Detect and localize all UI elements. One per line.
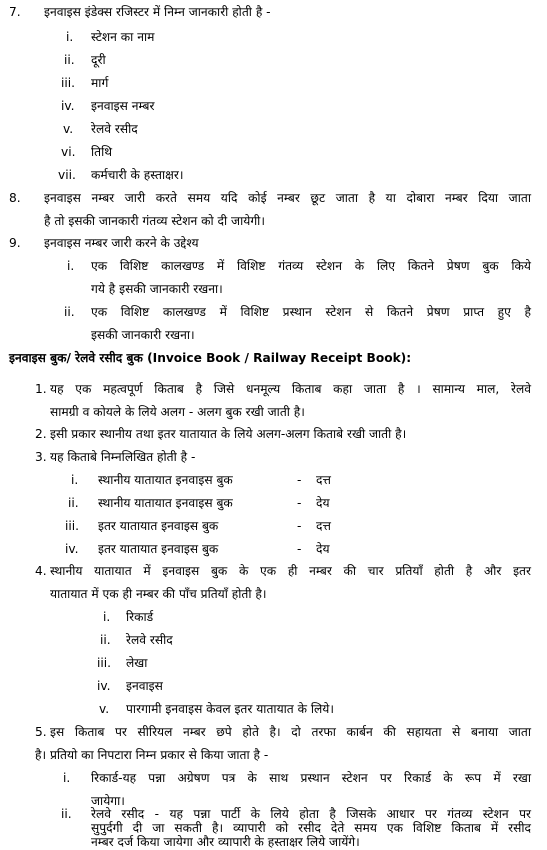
list-item: रिकार्ड-यह पन्ना अग्रेषण पत्र के साथ प्रस्थान स्टेशन पर रिकार्ड के रूप में रखा	[91, 771, 531, 785]
list-item: दूरी	[91, 53, 106, 67]
section-number: 7.	[9, 5, 21, 19]
point-text: यह एक महत्वपूर्ण किताब है जिसे धनमूल्य किताब कहा जाता है । सामान्य माल, रेलवे	[50, 382, 531, 396]
list-number: iv.	[61, 99, 75, 113]
list-number: ii.	[61, 807, 72, 821]
list-item: रिकार्ड	[126, 610, 154, 624]
list-item: लेखा	[126, 656, 148, 670]
list-number: iv.	[97, 679, 111, 693]
list-item: इतर यातायात इनवाइस बुक	[98, 519, 219, 533]
section-text: इनवाइस इंडेक्स रजिस्टर में निम्न जानकारी होती है -	[44, 5, 271, 19]
list-number: ii.	[68, 496, 79, 510]
list-item: गये है इसकी जानकारी रखना।	[91, 282, 223, 296]
point-number: 1.	[35, 382, 47, 396]
list-value: दत्त	[316, 519, 331, 533]
list-number: ii.	[64, 305, 75, 319]
list-item: स्टेशन का नाम	[91, 30, 155, 44]
list-item: कर्मचारी के हस्ताक्षर।	[91, 168, 184, 182]
section-text: इनवाइस नम्बर जारी करने के उद्देश्य	[44, 236, 199, 250]
list-value: दत्त	[316, 473, 331, 487]
list-dash: -	[297, 496, 302, 510]
list-number: i.	[66, 30, 74, 44]
list-item: रेलवे रसीद	[91, 122, 138, 136]
list-item: पारगामी इनवाइस केवल इतर यातायात के लिये।	[126, 702, 334, 716]
list-value: देय	[316, 496, 330, 510]
list-item: तिथि	[91, 145, 113, 159]
point-text: है। प्रतियो का निपटारा निम्न प्रकार से किया जाता है -	[35, 748, 269, 762]
point-text: इस किताब पर सीरियल नम्बर छपे होते है। दो तरफा कार्बन की सहायता से बनाया जाता	[50, 725, 531, 739]
list-number: iv.	[65, 542, 79, 556]
section-number: 9.	[9, 236, 21, 250]
section-heading: इनवाइस बुक/ रेलवे रसीद बुक (Invoice Book / Railway Receipt Book):	[9, 351, 412, 365]
list-item: सुपुर्दगी दी जा सकती है। व्यापारी को रसीद देते समय एक विशिष्ट किताब में रसीद	[91, 821, 531, 835]
point-number: 5.	[35, 725, 47, 739]
list-dash: -	[297, 519, 302, 533]
section-text: है तो इसकी जानकारी गंतव्य स्टेशन को दी जायेगी।	[44, 214, 265, 228]
list-item: इनवाइस	[126, 679, 163, 693]
list-item: जायेगा।	[91, 794, 125, 808]
list-number: vii.	[58, 168, 76, 182]
point-number: 2.	[35, 427, 47, 441]
point-text: यह किताबे निम्नलिखित होती है -	[50, 450, 196, 464]
point-number: 4.	[35, 564, 47, 578]
list-number: i.	[71, 473, 79, 487]
list-number: iii.	[61, 76, 76, 90]
list-item: स्थानीय यातायात इनवाइस बुक	[98, 473, 233, 487]
list-number: ii.	[64, 53, 75, 67]
list-number: vi.	[61, 145, 76, 159]
list-item: रेलवे रसीद - यह पन्ना पार्टी के लिये होता है जिसके आधार पर गंतव्य स्टेशन पर	[91, 807, 531, 821]
list-number: ii.	[100, 633, 111, 647]
point-text: सामग्री व कोयले के लिये अलग - अलग बुक रखी जाती है।	[50, 405, 305, 419]
list-item: नम्बर दर्ज किया जायेगा और व्यापारी के हस्ताक्षर लिये जायेंगे।	[91, 835, 360, 849]
list-item: इतर यातायात इनवाइस बुक	[98, 542, 219, 556]
section-number: 8.	[9, 191, 21, 205]
list-item: इसकी जानकारी रखना।	[91, 328, 195, 342]
point-text: इसी प्रकार स्थानीय तथा इतर यातायात के लिये अलग-अलग किताबे रखी जाती है।	[50, 427, 407, 441]
point-text: स्थानीय यातायात में इनवाइस बुक के एक ही नम्बर की चार प्रतियॉं होती है और इतर	[50, 564, 531, 578]
list-dash: -	[297, 473, 302, 487]
list-item: एक विशिष्ट कालखण्ड में विशिष्ट गंतव्य स्टेशन के लिए कितने प्रेषण बुक किये	[91, 259, 531, 273]
list-number: iii.	[65, 519, 80, 533]
list-number: i.	[67, 259, 75, 273]
list-number: v.	[63, 122, 74, 136]
list-value: देय	[316, 542, 330, 556]
list-item: एक विशिष्ट कालखण्ड में विशिष्ट प्रस्थान स्टेशन से कितने प्रेषण प्राप्त हुए है	[91, 305, 531, 319]
list-item: स्थानीय यातायात इनवाइस बुक	[98, 496, 233, 510]
list-item: मार्ग	[91, 76, 109, 90]
point-text: यातायात में एक ही नम्बर की पॉंच प्रतियॉं होती है।	[50, 587, 267, 601]
list-dash: -	[297, 542, 302, 556]
list-item: रेलवे रसीद	[126, 633, 173, 647]
section-text: इनवाइस नम्बर जारी करते समय यदि कोई नम्बर छूट जाता है या दोबारा नम्बर दिया जाता	[44, 191, 531, 205]
list-number: iii.	[97, 656, 112, 670]
list-number: i.	[63, 771, 71, 785]
list-number: v.	[99, 702, 110, 716]
list-item: इनवाइस नम्बर	[91, 99, 155, 113]
point-number: 3.	[35, 450, 47, 464]
list-number: i.	[103, 610, 111, 624]
